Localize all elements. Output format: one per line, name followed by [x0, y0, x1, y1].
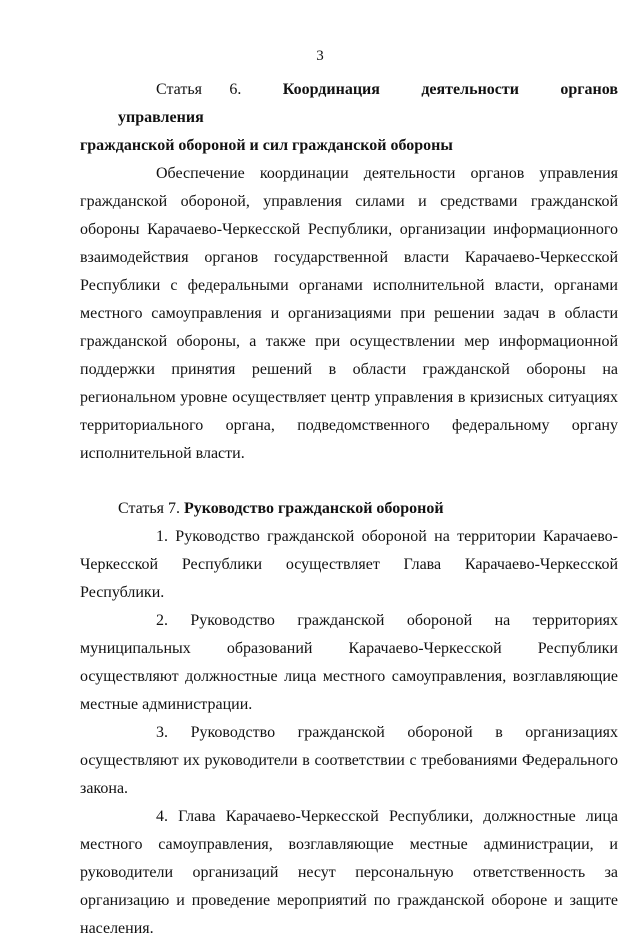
- article-7-label: Статья 7.: [118, 500, 180, 517]
- article-7-item-2: 2. Руководство гражданской обороной на территориях муниципальных образований Карачаево-Черкесской Республики осуществляют должностные лица местного самоуправления, возглавляющие местные администрации.: [80, 612, 618, 713]
- article-7-item-1: 1. Руководство гражданской обороной на территории Карачаево-Черкесской Республики осуществляет Глава Карачаево-Черкесской Республики.: [80, 528, 618, 601]
- article-6-label: Статья 6.: [156, 81, 242, 98]
- page-number: 3: [316, 48, 324, 64]
- article-6-title-line1: Координация деятельности органов управления: [118, 81, 618, 126]
- article-6-paragraph: Обеспечение координации деятельности органов управления гражданской обороной, управления силами и средствами гражданской обороны Карачаево-Черкесской Республики, организации информационного взаимодействия органов государственной власти Карачаево-Черкесской Республики с федеральными органами исполнительной власти, органами местного самоуправления и организациями при решении задач в области гражданской обороны, а также при осуществлении мер информационной поддержки принятия решений в области гражданской обороны на региональном уровне осуществляет центр управления в кризисных ситуациях территориального органа, подведомственного федеральному органу исполнительной власти.: [80, 165, 618, 462]
- article-7-item-4: 4. Глава Карачаево-Черкесской Республики, должностные лица местного самоуправления, возглавляющие местные администрации, и руководители организаций несут персональную ответственность за организацию и проведение мероприятий по гражданской обороне и защите населения.: [80, 808, 618, 937]
- document-body: [80, 76, 618, 943]
- article-7-heading: [118, 495, 618, 523]
- article-6-heading-cont: [80, 132, 618, 160]
- article-7-title: Руководство гражданской обороной: [183, 500, 444, 517]
- article-6-heading: [118, 76, 618, 132]
- article-6-title-line2: гражданской обороной и сил гражданской обороны: [80, 137, 453, 154]
- article-7-item-3: 3. Руководство гражданской обороной в организациях осуществляют их руководители в соответствии с требованиями Федерального закона.: [80, 724, 618, 797]
